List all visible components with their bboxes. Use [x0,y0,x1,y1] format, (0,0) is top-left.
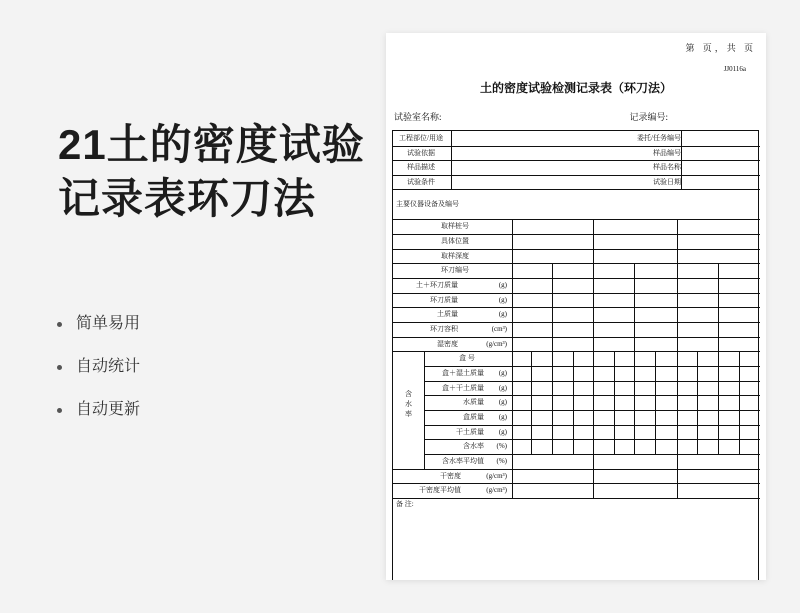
bullet-icon [57,408,62,413]
table-column-rule [634,351,635,454]
row-unit: (%) [496,457,507,466]
table-rule [393,483,760,484]
hero-title: 21土的密度试验记录表环刀法 [58,121,365,222]
row-unit: (g) [498,295,507,304]
table-rule [424,381,760,382]
row-label: 水质量 [463,398,484,407]
table-rule [393,160,760,161]
table-column-rule [677,219,678,351]
table-rule [424,395,760,396]
group-label: 率 [405,410,412,419]
row-unit: (cm³) [491,324,507,333]
row-unit: (g) [498,310,507,319]
row-unit: (g/cm³) [486,471,507,480]
table-column-rule [531,351,532,454]
row-unit: (g/cm³) [486,339,507,348]
row-unit: (%) [496,442,507,451]
row-label: 湿密度 [437,339,458,348]
table-rule [393,293,760,294]
page-number: 第 页，共 页 [685,43,756,53]
lab-name-label: 试验室名称: [394,112,442,122]
table-rule [393,322,760,323]
row-label: 具体位置 [441,237,469,246]
feature-item: 简单易用 [57,314,140,357]
table-rule [393,219,760,220]
header-label: 样品编号 [653,148,681,157]
document-preview [386,33,766,580]
table-column-rule [677,469,678,498]
row-label: 取样桩号 [441,222,469,231]
header-label: 试验条件 [407,177,435,186]
row-unit: (g) [498,368,507,377]
table-column-rule [739,351,740,454]
table-rule [424,410,760,411]
table-rule [424,425,760,426]
table-column-rule [593,454,594,469]
feature-item: 自动统计 [57,357,140,400]
record-number-label: 记录编号: [629,112,668,122]
table-column-rule [593,469,594,498]
feature-item: 自动更新 [57,400,140,443]
table-rule [393,234,760,235]
table-rule [393,263,760,264]
row-label: 含水率平均值 [442,457,484,466]
table-rule [393,469,424,470]
table-column-rule [552,351,553,454]
row-label: 盒＋湿土质量 [442,368,484,377]
table-column-rule [697,351,698,454]
row-label: 干密度平均值 [419,486,461,495]
row-label: 土＋环刀质量 [416,281,458,289]
table-rule [393,249,760,250]
row-label: 土质量 [437,310,458,319]
table-rule [393,175,760,176]
table-rule [393,337,760,338]
row-label: 盒质量 [463,413,484,422]
row-unit: (g/cm³) [486,486,507,495]
table-column-rule [593,219,594,351]
table-rule [424,469,760,470]
table-rule [393,189,760,190]
header-label: 工程部位/用途 [399,134,443,142]
table-column-rule [552,263,553,351]
table-rule [393,498,760,499]
row-label: 干土质量 [456,427,484,436]
group-label: 含 [405,390,412,399]
table-column-rule [677,351,678,454]
table-column-rule [718,263,719,351]
feature-list [57,314,140,443]
bullet-icon [57,365,62,370]
header-label: 样品名称 [653,163,681,172]
table-rule [393,146,760,147]
record-table [392,130,759,580]
table-rule [393,278,760,279]
table-rule [393,307,760,308]
row-label: 取样深度 [441,251,469,260]
table-column-rule [424,351,425,469]
row-unit: (g) [498,427,507,436]
table-column-rule [573,351,574,454]
bullet-icon [57,322,62,327]
header-label: 试验日期 [653,177,681,186]
row-unit: (g) [498,398,507,407]
table-column-rule [634,263,635,351]
row-label: 环刀容积 [430,324,458,333]
table-column-rule [593,351,594,454]
header-label: 试验依据 [407,148,435,157]
table-column-rule [655,351,656,454]
table-rule [393,351,760,352]
equipment-label: 主要仪器设备及编号 [396,200,459,209]
header-label: 样品描述 [407,163,435,172]
header-label: 委托/任务编号 [637,134,681,142]
row-label: 盒 号 [459,354,475,363]
table-column-rule [512,469,513,498]
table-rule [424,366,760,367]
table-column-rule [451,131,452,189]
table-column-rule [512,351,513,469]
table-column-rule [718,351,719,454]
row-unit: (g) [498,413,507,422]
table-column-rule [614,351,615,454]
group-label: 水 [405,400,412,409]
table-rule [424,454,760,455]
table-rule [424,439,760,440]
row-unit: (g) [498,281,507,289]
row-label: 含水率 [463,442,484,451]
row-label: 环刀编号 [441,266,469,275]
remark-label: 备 注: [396,500,414,509]
table-column-rule [512,219,513,351]
document-title: 土的密度试验检测记录表（环刀法） [479,81,672,95]
form-code: JJ0116a [723,65,746,73]
row-unit: (g) [498,383,507,392]
table-column-rule [677,454,678,469]
row-label: 干密度 [440,471,461,480]
row-label: 盒＋干土质量 [442,383,484,392]
row-label: 环刀质量 [430,295,458,304]
table-column-rule [681,131,682,189]
